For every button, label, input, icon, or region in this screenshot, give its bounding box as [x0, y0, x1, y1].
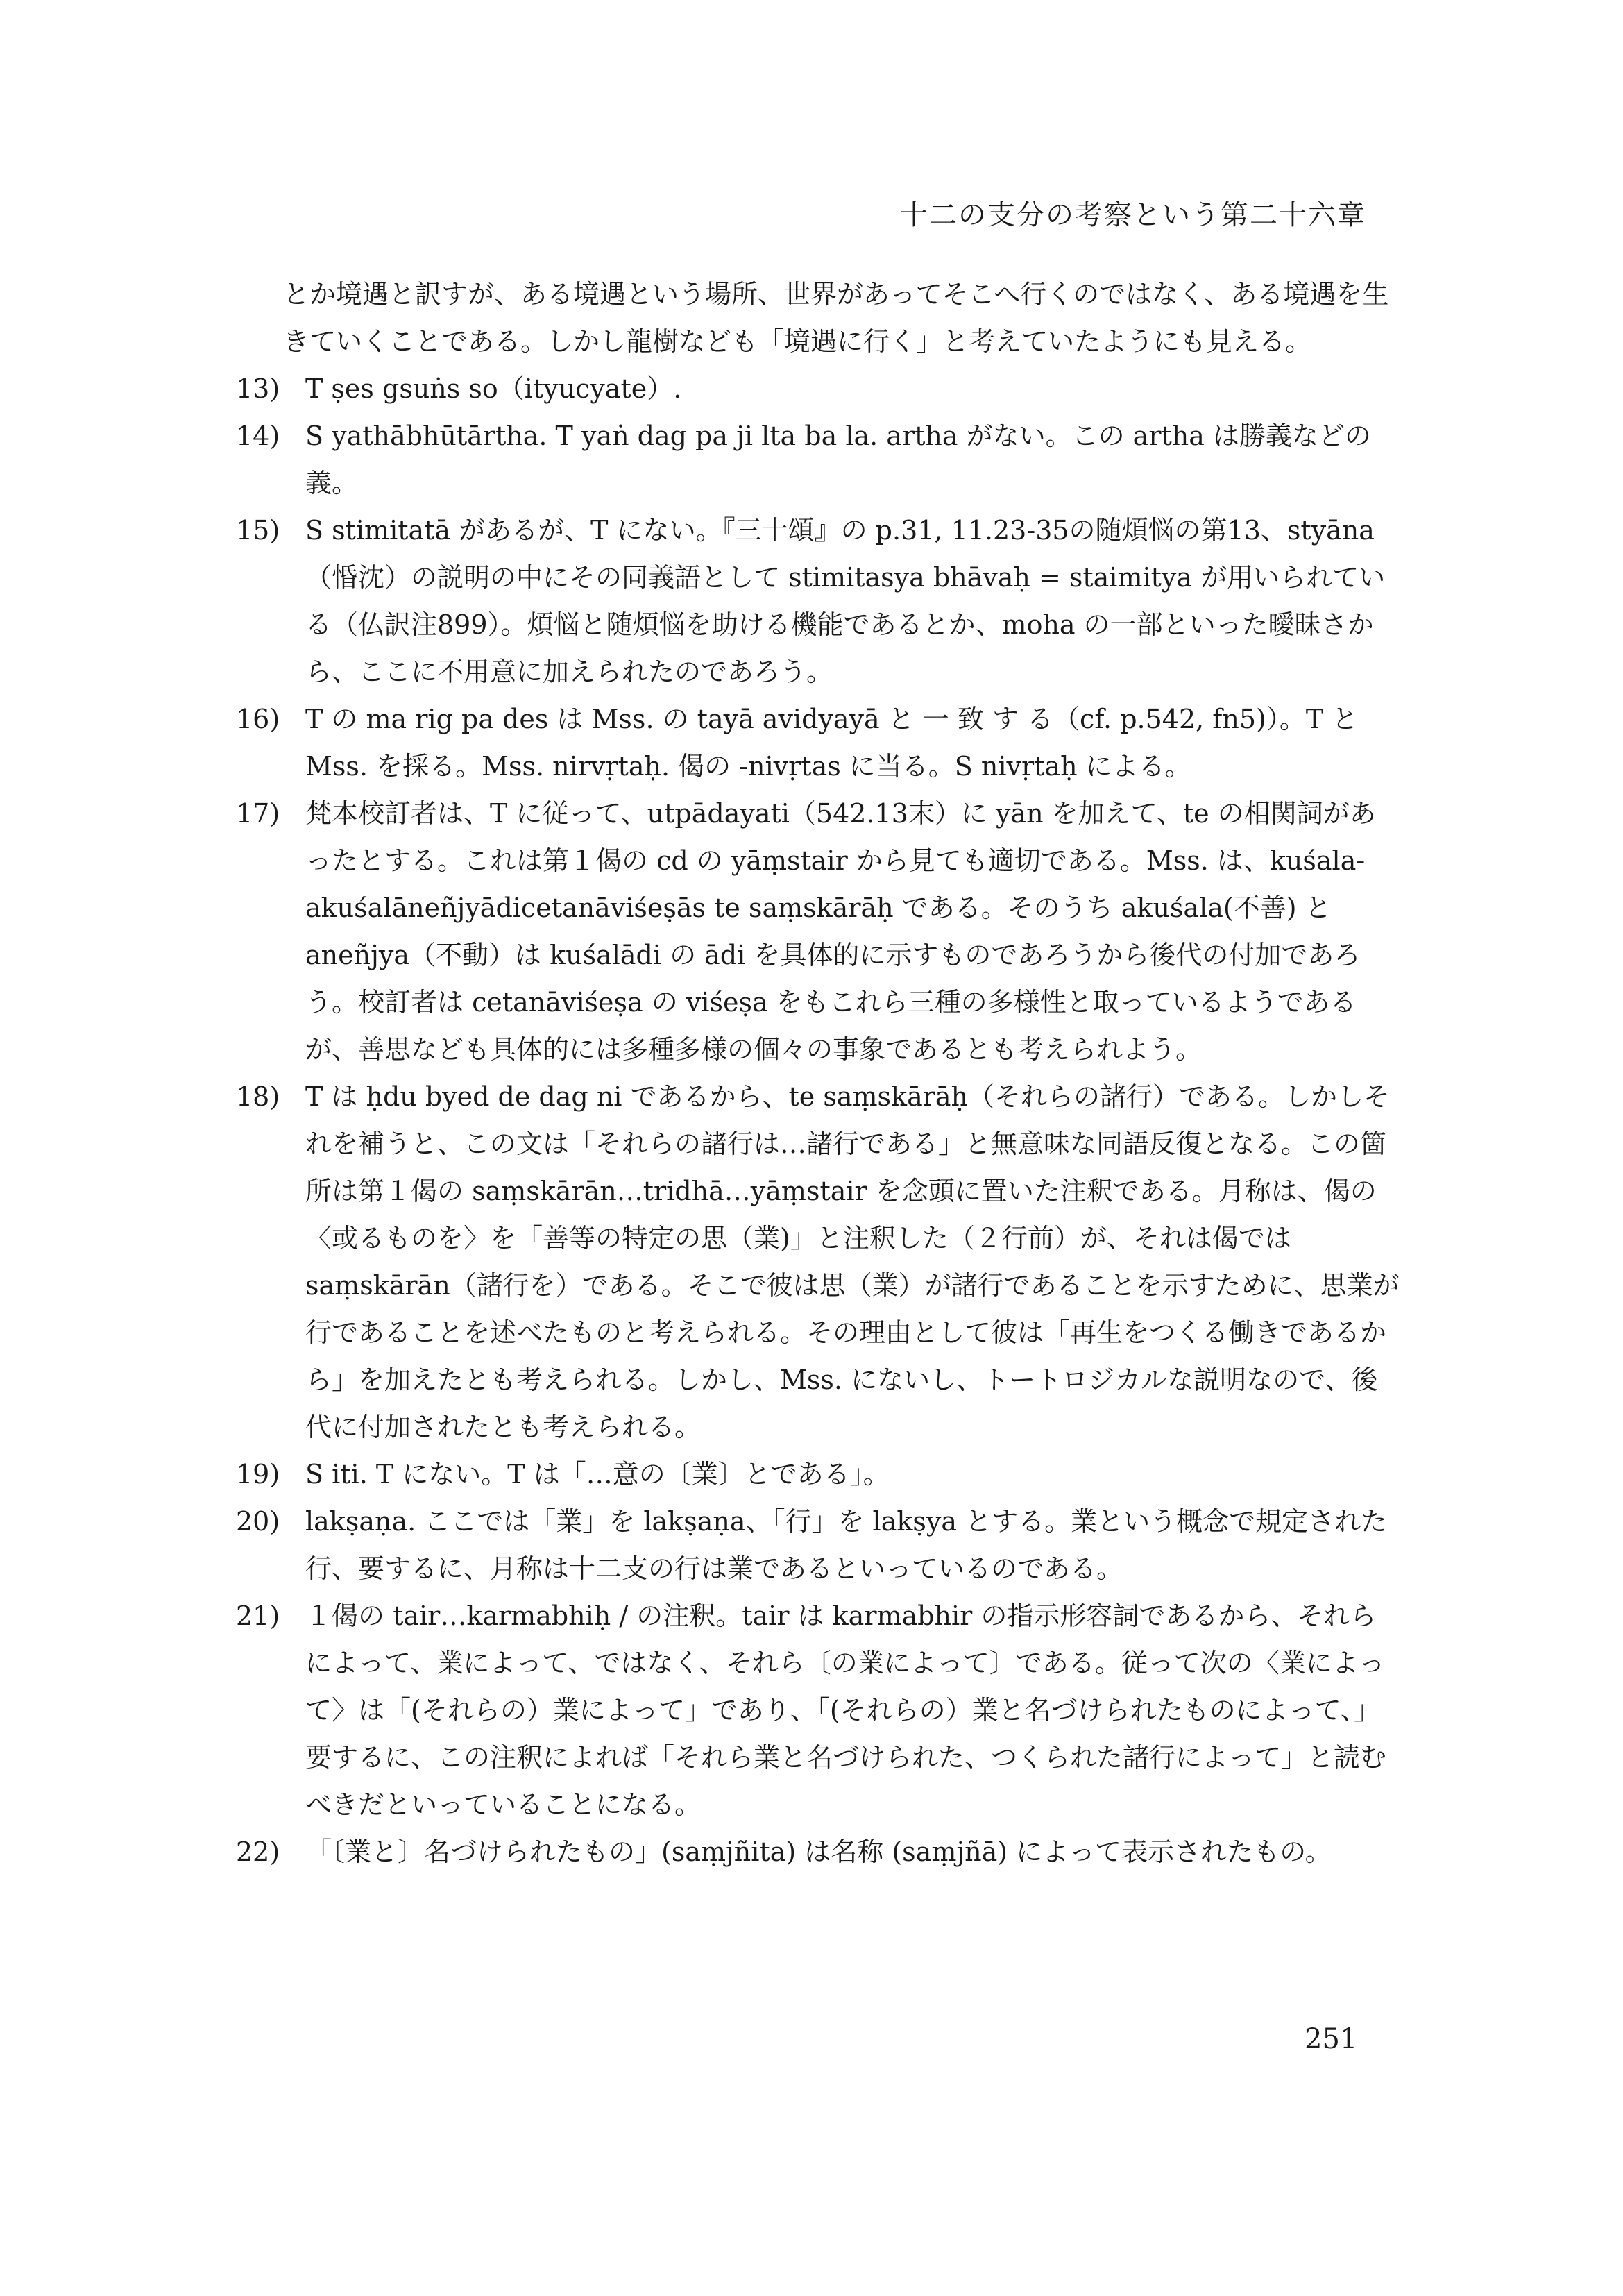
note-text: S iti. T にない。T は「…意の〔業〕とである」。	[305, 1459, 890, 1489]
note-text: S yathābhūtārtha. T yaṅ dag pa ji lta ba la. artha がない。この artha は勝義などの義。	[305, 421, 1371, 498]
note-number: 13)	[236, 373, 280, 404]
note-text: lakṣaṇa. ここでは「業」を lakṣaṇa、「行」を lakṣya とする。業という概念で規定された行、要するに、月称は十二支の行は業であるといっているのである。	[305, 1506, 1388, 1584]
note-19	[236, 1451, 1402, 1498]
notes-section	[236, 271, 1402, 1875]
note-number: 14)	[236, 421, 280, 451]
note-continuation: とか境遇と訳すが、ある境遇という場所、世界があってそこへ行くのではなく、ある境遇を生きていくことである。しかし龍樹なども「境遇に行く」と考えていたようにも見える。	[283, 279, 1389, 357]
note-number: 16)	[236, 704, 280, 734]
note-number: 18)	[236, 1081, 280, 1112]
note-text: S stimitatā があるが、T にない。『三十頌』の p.31, 11.23-35の随煩悩の第13、styāna（惛沈）の説明の中にその同義語として stimitasya bhāvaḥ = staimitya が用いられている（仏訳注899）。煩悩と随煩悩を助ける機能であるとか、moha の一部といった曖昧さから、ここに不用意に加えられたのであろう。	[305, 515, 1386, 687]
note-number: 20)	[236, 1506, 280, 1537]
note-18	[236, 1073, 1402, 1451]
note-text: T ṣes gsuṅs so（ityucyate）.	[305, 373, 682, 404]
note-text: 「〔業と〕名づけられたもの」(saṃjñita) は名称 (saṃjñā) によって表示されたもの。	[305, 1837, 1332, 1867]
note-22	[236, 1828, 1402, 1875]
note-text: 梵本校訂者は、T に従って、utpādayati（542.13末）に yān を加えて、te の相関詞があったとする。これは第１偈の cd の yāṃstair から見ても適切である。Mss. は、kuśala-akuśalāneñjyādicetanāviśeṣās te saṃskārāḥ である。そのうち akuśala(不善) と aneñjya（不動）は kuśalādi の ādi を具体的に示すものであろうから後代の付加であろう。校訂者は cetanāviśeṣa の viśeṣa をもこれら三種の多様性と取っているようであるが、善思なども具体的には多種多様の個々の事象であるとも考えられよう。	[305, 798, 1376, 1065]
note-14	[236, 412, 1402, 507]
note-text: １偈の tair…karmabhiḥ / の注釈。tair は karmabhir の指示形容詞であるから、それらによって、業によって、ではなく、それら〔の業によって〕である。従って次の〈業によって〉は「(それらの）業によって」であり、「(それらの）業と名づけられたものによって、」要するに、この注釈によれば「それら業と名づけられた、つくられた諸行によって」と読むべきだといっていることになる。	[305, 1601, 1387, 1820]
note-17	[236, 790, 1402, 1073]
note-15	[236, 507, 1402, 695]
note-16	[236, 695, 1402, 790]
note-number: 17)	[236, 798, 280, 829]
note-number: 15)	[236, 515, 280, 546]
note-number: 22)	[236, 1837, 280, 1867]
note-text: T の ma rig pa des は Mss. の tayā avidyayā と 一 致 す る（cf. p.542, fn5)）。T と Mss. を採る。Mss. nirvṛtaḥ. 偈の -nivṛtas に当る。S nivṛtaḥ による。	[305, 704, 1359, 782]
note-21	[236, 1592, 1402, 1828]
running-header: 十二の支分の考察という第二十六章	[900, 199, 1366, 231]
page-number: 251	[1305, 2023, 1358, 2055]
note-20	[236, 1498, 1402, 1592]
note-text: T は ḥdu byed de dag ni であるから、te saṃskārāḥ（それらの諸行）である。しかしそれを補うと、この文は「それらの諸行は…諸行である」と無意味な同語反復となる。この箇所は第１偈の saṃskārān…tridhā…yāṃstair を念頭に置いた注釈である。月称は、偈の〈或るものを〉を「善等の特定の思（業)」と注釈した（２行前）が、それは偈では saṃskārān（諸行を）である。そこで彼は思（業）が諸行であることを示すために、思業が行であることを述べたものと考えられる。その理由として彼は「再生をつくる働きであるから」を加えたとも考えられる。しかし、Mss. にないし、トートロジカルな説明なので、後代に付加されたとも考えられる。	[305, 1081, 1400, 1442]
note-number: 19)	[236, 1459, 280, 1489]
note-number: 21)	[236, 1601, 280, 1631]
note-13	[236, 365, 1402, 412]
